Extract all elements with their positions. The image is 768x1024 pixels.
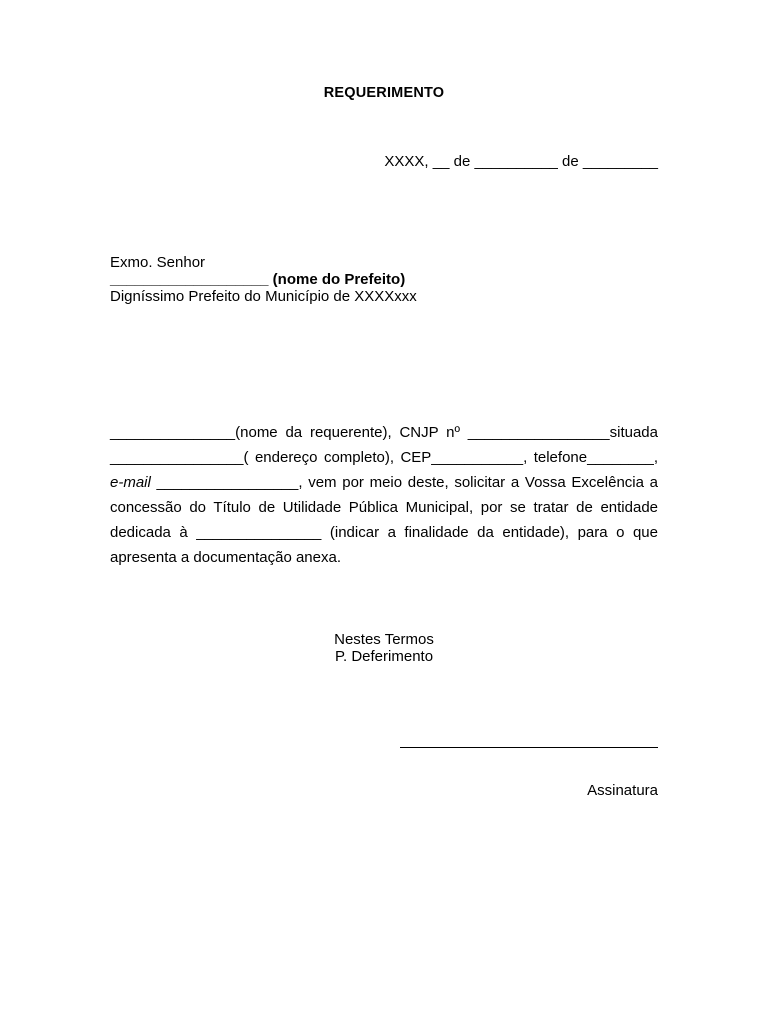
salutation: Exmo. Senhor bbox=[110, 254, 206, 271]
body-part-2: _________________, vem por meio deste, solicitar a Vossa Excelência a concessão do Título de Utilidade Pública Municipal, por se tratar de entidade dedicada à _______________ (indicar a finalidade da entidade), para o que apresenta a documentação anexa. bbox=[110, 474, 658, 566]
addressee-position: Digníssimo Prefeito do Município de XXXXxxx bbox=[110, 288, 417, 305]
signature-label: Assinatura bbox=[587, 782, 658, 799]
closing-line-1: Nestes Termos bbox=[334, 631, 434, 648]
addressee-name-line bbox=[110, 271, 417, 288]
signature-line bbox=[400, 731, 658, 748]
signature-block bbox=[400, 697, 658, 833]
request-body bbox=[110, 420, 658, 570]
addressee-block bbox=[110, 254, 417, 305]
body-part-1: _______________(nome da requerente), CNJP nº _________________situada ________________( endereço completo), CEP___________, telefone________, bbox=[110, 424, 658, 466]
closing-line-2: P. Deferimento bbox=[334, 648, 434, 665]
email-label: e-mail bbox=[110, 474, 151, 491]
closing-block bbox=[0, 631, 768, 665]
date-line: XXXX, __ de __________ de _________ bbox=[384, 153, 658, 170]
name-blank: ___________________ bbox=[110, 271, 269, 288]
request-paragraph bbox=[110, 420, 658, 570]
document-title: REQUERIMENTO bbox=[323, 85, 445, 101]
name-hint: (nome do Prefeito) bbox=[268, 271, 406, 288]
